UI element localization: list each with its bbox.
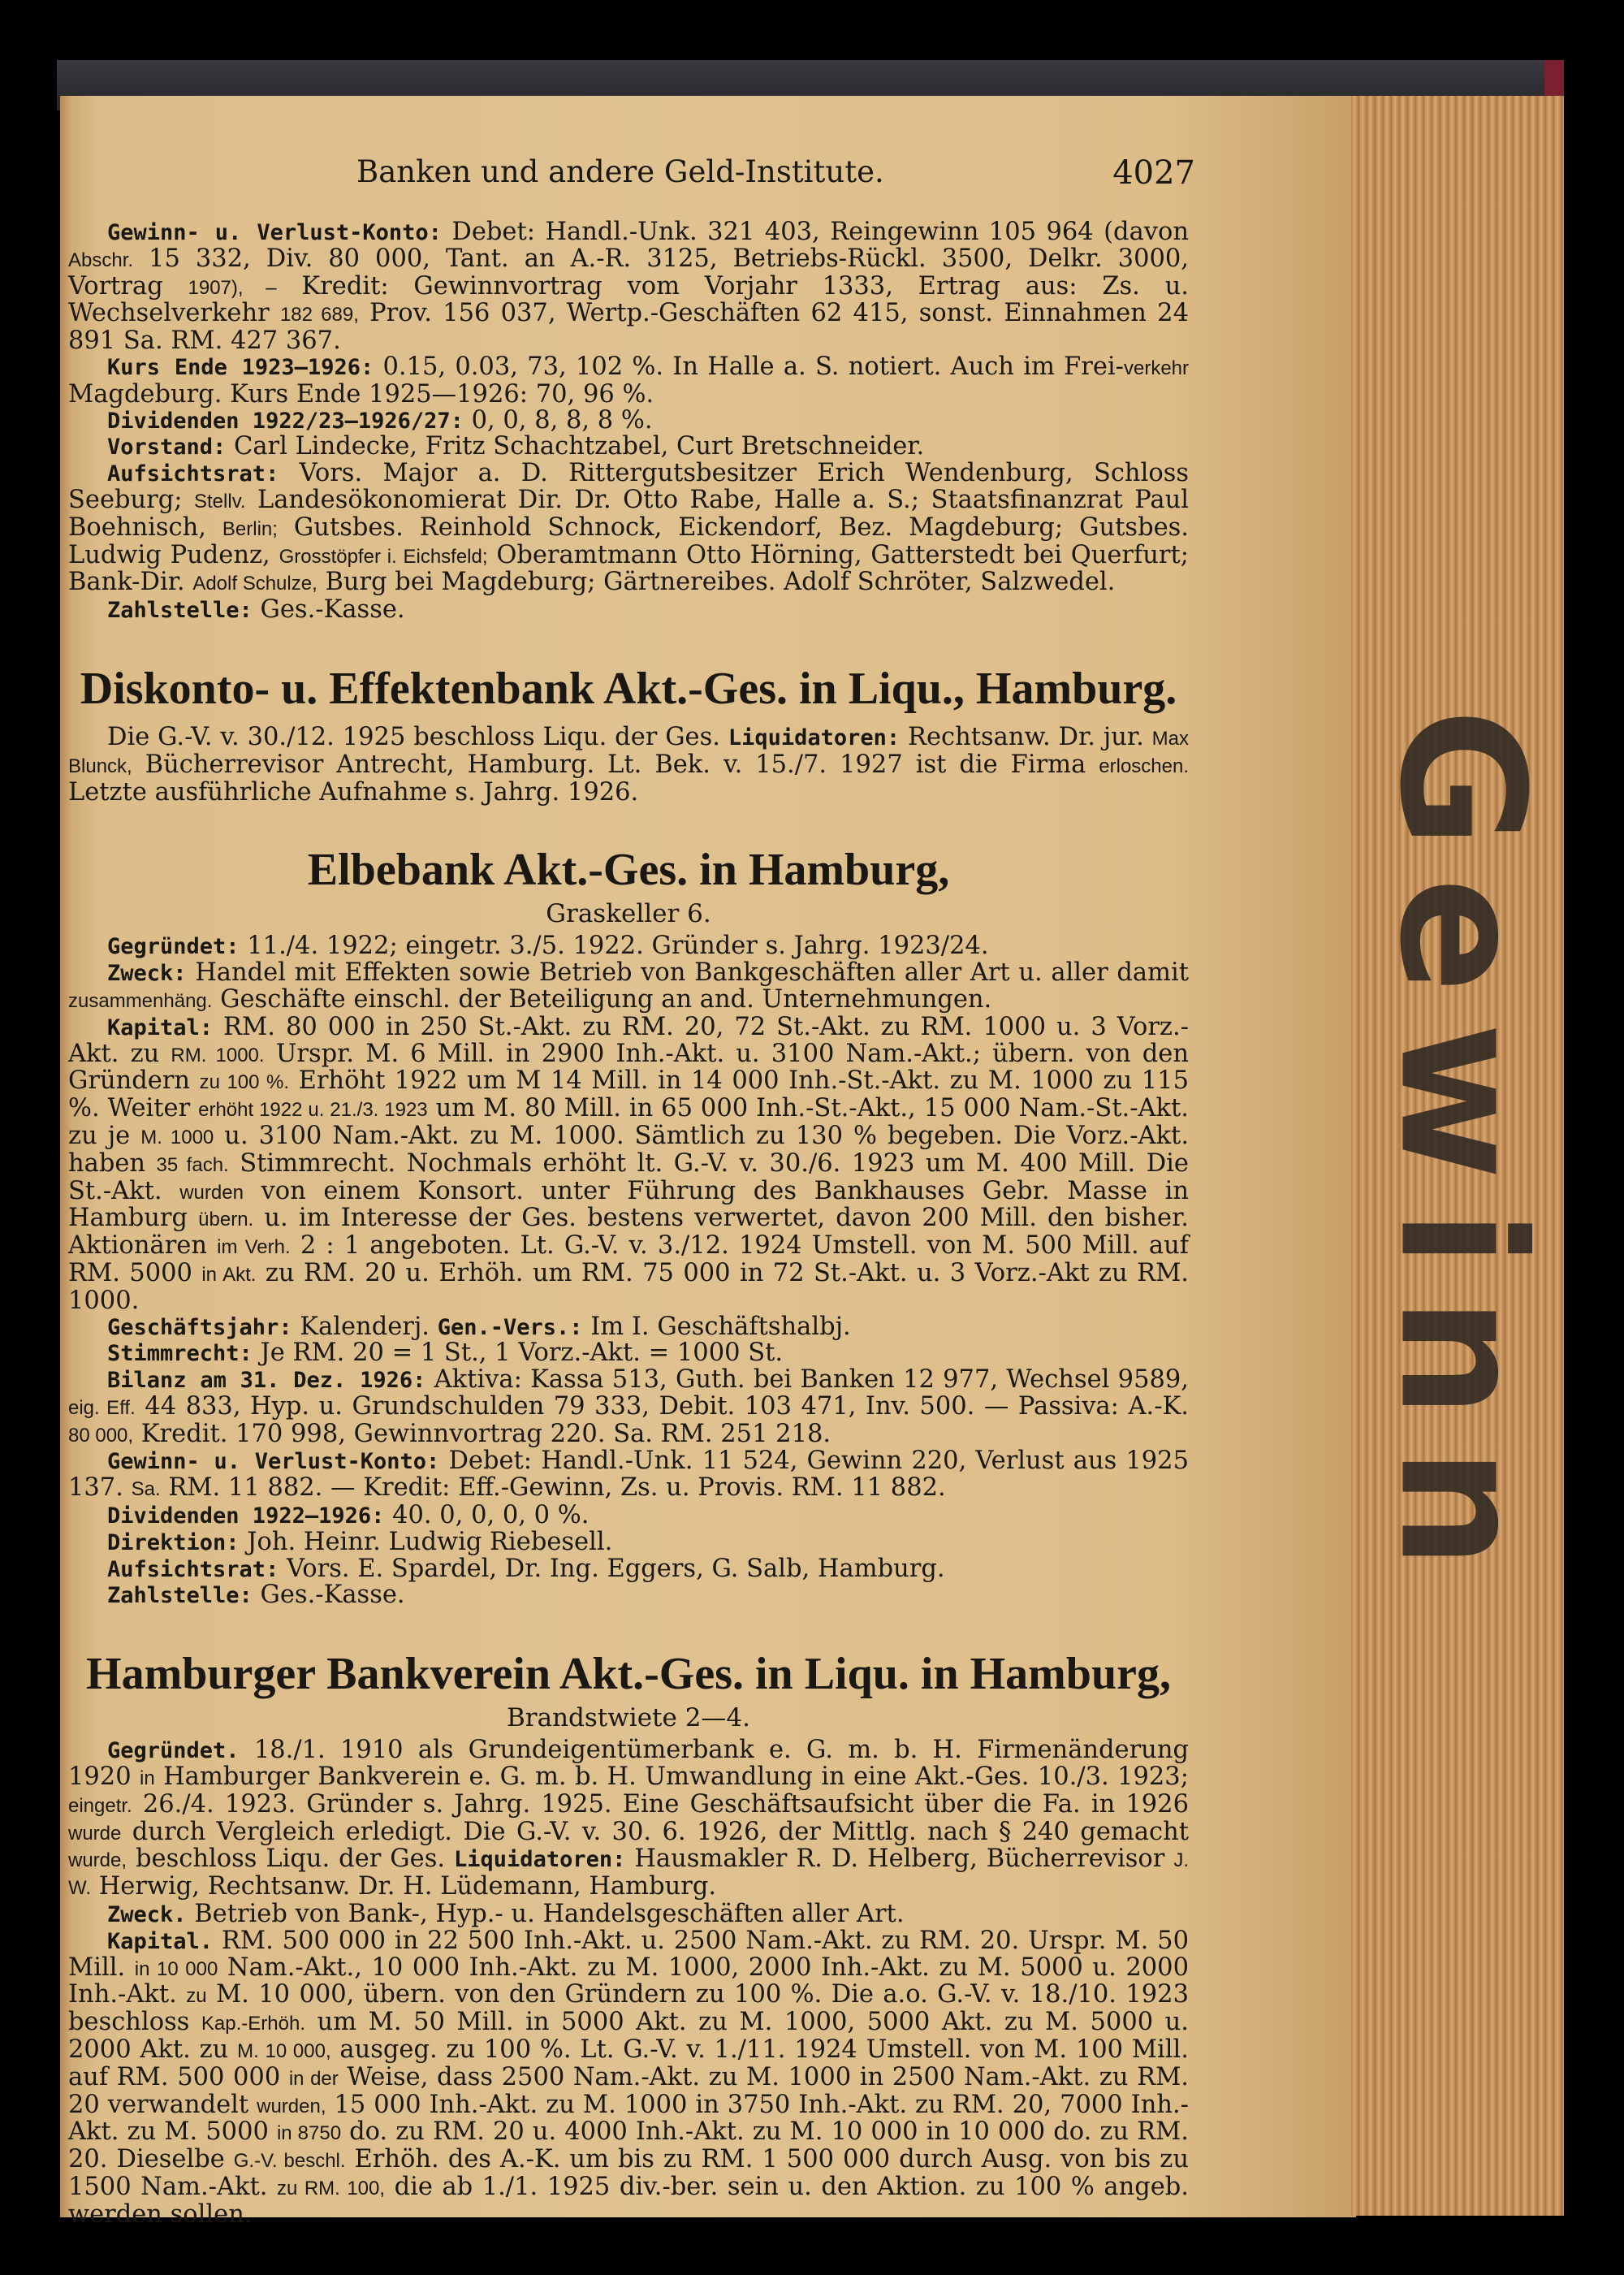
text: Betrieb von Bank-, Hyp.- u. Handelsgeschäften aller Art.: [186, 1900, 905, 1929]
label: Liquidatoren:: [454, 1847, 626, 1873]
entry-dividenden-elbe: [68, 1503, 1189, 1529]
margin-word: M. 10 000,: [237, 2040, 331, 2063]
running-header: [356, 154, 1195, 192]
margin-word: zu: [186, 1985, 207, 2008]
margin-word: zusammenhäng.: [68, 989, 213, 1012]
firm-title-diskonto: Diskonto- u. Effektenbank Akt.-Ges. in Liqu., Hamburg.: [80, 663, 1177, 714]
text: Magdeburg. Kurs Ende 1925—1926: 70, 96 %.: [68, 379, 654, 409]
entry-aufsichtsrat-elbe: [68, 1556, 1189, 1583]
label: Gegründet:: [107, 934, 240, 960]
margin-word: zu RM. 100,: [276, 2178, 386, 2200]
text: 0.15, 0.03, 73, 102 %. In Halle a. S. notiert. Auch im Frei-: [374, 352, 1124, 381]
margin-word: erhöht 1922 u. 21./3. 1923: [198, 1099, 428, 1122]
entry-gewinn-elbe: [68, 1448, 1189, 1503]
margin-word: zu 100 %.: [199, 1071, 290, 1094]
label: Geschäftsjahr:: [107, 1314, 292, 1340]
text: um M. 80 Mill. in 65 000 Inh.-St.-Akt., 15 000 Nam.-St.-Akt. zu je: [68, 1094, 1189, 1150]
text: Rechtsanw. Dr. jur.: [900, 722, 1152, 751]
text: Handel mit Effekten sowie Betrieb von Bankgeschäften aller Art u. aller damit: [186, 958, 1189, 988]
text: u. im Interesse der Ges. bestens verwertet, davon 200 Mill. den bisher. Aktionären: [68, 1204, 1189, 1261]
label: Dividenden 1922/23—1926/27:: [107, 408, 464, 434]
margin-word: Adolf Schulze,: [192, 573, 317, 595]
page-number: 4027: [1112, 154, 1195, 192]
text: M. 10 000, übern. von den Gründern zu 100 %. Die a.o. G.-V. v. 18./10. 1923 beschloss: [68, 1980, 1189, 2037]
text: 40. 0, 0, 0, 0 %.: [384, 1501, 590, 1530]
margin-word: in 8750: [276, 2122, 342, 2145]
margin-word: wurde,: [68, 1849, 127, 1872]
margin-word: erloschen.: [1099, 755, 1189, 777]
label: Vorstand:: [107, 435, 227, 461]
text: RM. 500 000 in 22 500 Inh.-Akt. u. 2500 Nam.-Akt. zu RM. 20. Urspr. M. 50 Mill.: [68, 1926, 1189, 1982]
margin-word: übern.: [198, 1209, 254, 1231]
text: Carl Lindecke, Fritz Schachtzabel, Curt Bretschneider.: [226, 432, 925, 461]
margin-word: Kap.-Erhöh.: [201, 2013, 305, 2035]
text: Aktiva: Kassa 513, Guth. bei Banken 12 977, Wechsel 9589,: [425, 1365, 1189, 1395]
margin-word: wurden,: [257, 2095, 326, 2117]
label: Liquidatoren:: [728, 724, 901, 750]
margin-word: eingetr.: [68, 1794, 132, 1817]
margin-word: M. 1000: [140, 1126, 214, 1148]
margin-word: 80 000,: [68, 1424, 134, 1447]
text: um M. 50 Mill. in 5000 Akt. zu M. 1000, 5000 Akt. zu M. 5000 u. 2000 Akt. zu: [68, 2008, 1189, 2065]
text: Kalenderj.: [292, 1312, 438, 1341]
text: Kredit: Gewinnvortrag vom Vorjahr 1333, Ertrag aus: Zs. u. Wechselverkehr: [68, 271, 1189, 328]
text: Debet: Handl.-Unk. 321 403, Reingewinn 105 964 (davon: [441, 218, 1189, 246]
label: Zahlstelle:: [107, 1583, 253, 1609]
label: Kapital.: [107, 1928, 214, 1954]
margin-word: Berlin;: [222, 517, 278, 540]
text: 11./4. 1922; eingetr. 3./5. 1922. Gründer s. Jahrg. 1923/24.: [239, 932, 989, 961]
entry-bilanz: [68, 1367, 1189, 1448]
text: Joh. Heinr. Ludwig Riebesell.: [239, 1527, 613, 1556]
entry-zweck: [68, 960, 1189, 1014]
entry-zahlstelle-elbe: [68, 1582, 1189, 1609]
entry-gegruendet-hb: [68, 1737, 1189, 1901]
entry-geschaeftsjahr: [68, 1314, 1189, 1341]
margin-word: 35 fach.: [156, 1153, 229, 1176]
label: Kapital:: [107, 1014, 214, 1040]
entry-zahlstelle: [68, 597, 1189, 624]
margin-word: in Akt.: [201, 1263, 257, 1286]
label: Stimmrecht:: [107, 1341, 253, 1367]
margin-word: in: [140, 1767, 155, 1790]
entry-gegruendet: [68, 933, 1189, 960]
text: Je RM. 20 = 1 St., 1 Vorz.-Akt. = 1000 St.: [252, 1339, 784, 1368]
entry-kapital-hb: [68, 1928, 1189, 2228]
entry-direktion: [68, 1529, 1189, 1556]
margin-word: Grosstöpfer i. Eichsfeld;: [279, 545, 488, 568]
firm-address: Graskeller 6.: [546, 899, 711, 929]
text: 0, 0, 8, 8, 8 %.: [463, 405, 653, 435]
section-gap: [68, 1609, 1189, 1648]
label: Gegründet.: [107, 1738, 240, 1764]
text: Geschäfte einschl. der Beteiligung an and. Unternehmungen.: [212, 984, 992, 1014]
label: Gewinn- u. Verlust-Konto:: [107, 220, 442, 245]
text: Letzte ausführliche Aufnahme s. Jahrg. 1926.: [68, 777, 639, 807]
text: Debet: Handl.-Unk. 11 524, Gewinn 220, Verlust aus 1925 137.: [68, 1447, 1189, 1503]
entry-kapital: [68, 1014, 1189, 1314]
margin-word: wurde: [68, 1822, 122, 1845]
margin-word: im Verh.: [217, 1236, 291, 1259]
text: 44 833, Hyp. u. Grundschulden 79 333, Debit. 103 471, Inv. 500. — Passiva: A.-K.: [135, 1391, 1189, 1421]
entry-stimmrecht: [68, 1340, 1189, 1367]
text: Erhöh. des A.-K. um bis zu RM. 1 500 000 durch Ausg. von bis zu 1500 Nam.-Akt.: [68, 2145, 1189, 2202]
text: ausgeg. zu 100 %. Lt. G.-V. v. 1./11. 1924 Umstell. von M. 100 Mill. auf RM. 500 000: [68, 2035, 1189, 2091]
margin-word: in 10 000: [134, 1957, 218, 1980]
text: Prov. 156 037, Wertp.-Geschäften 62 415, sonst. Einnahmen 24 891 Sa. RM. 427 367.: [68, 299, 1189, 356]
running-title: Banken und andere Geld-Institute.: [356, 154, 884, 189]
margin-word: G.-V. beschl.: [233, 2150, 346, 2173]
text: beschloss Liqu. der Ges.: [127, 1845, 455, 1874]
label: Zahlstelle:: [107, 598, 253, 624]
text: Gutsbes. Reinhold Schnock, Eickendorf, Bez. Magdeburg; Gutsbes. Ludwig Pudenz,: [68, 513, 1189, 569]
text: Kredit. 170 998, Gewinnvortrag 220. Sa. RM. 251 218.: [133, 1419, 831, 1448]
margin-word: Abschr.: [68, 249, 134, 271]
text: 18./1. 1910 als Grundeigentümerbank e. G. m. b. H. Firmenänderung 1920: [68, 1736, 1189, 1792]
section-gap: [68, 624, 1189, 663]
firm-title-elbebank: Elbebank Akt.-Ges. in Hamburg,: [307, 845, 950, 896]
text: u. 3100 Nam.-Akt. zu M. 1000. Sämtlich zu 130 % begeben. Die Vorz.-Akt. haben: [68, 1121, 1190, 1178]
text: von einem Konsort. unter Führung des Bankhauses Gebr. Masse in Hamburg: [68, 1176, 1189, 1233]
label: Kurs Ende 1923—1926:: [107, 354, 374, 380]
margin-word: verkehr: [1123, 357, 1190, 379]
label: Zweck:: [107, 961, 187, 987]
text: Ges.-Kasse.: [252, 595, 405, 625]
text: Vors. E. Spardel, Dr. Ing. Eggers, G. Salb, Hamburg.: [279, 1554, 945, 1583]
margin-word: 182 689,: [279, 304, 359, 327]
text: RM. 11 882. — Kredit: Eff.-Gewinn, Zs. u. Provis. RM. 11 882.: [160, 1473, 946, 1503]
margin-word: Max Blunck,: [68, 727, 1189, 777]
text: Bücherrevisor Antrecht, Hamburg. Lt. Bek. v. 15./7. 1927 ist die Firma: [132, 750, 1099, 779]
label: Dividenden 1922—1926:: [107, 1503, 385, 1529]
text: Stimmrecht. Nochmals erhöht lt. G.-V. v. 30./6. 1923 um M. 400 Mill. Die St.-Akt.: [68, 1148, 1189, 1205]
firm-title-hamburger: Hamburger Bankverein Akt.-Ges. in Liqu. in Hamburg,: [86, 1649, 1171, 1700]
text: die ab 1./1. 1925 div.-ber. sein u. den Aktion. zu 100 % angeb. werden sollen.: [68, 2173, 1190, 2229]
text: Weise, dass 2500 Nam.-Akt. zu M. 1000 in 2500 Nam.-Akt. zu RM. 20 verwandelt: [68, 2062, 1189, 2119]
label: Bilanz am 31. Dez. 1926:: [107, 1368, 426, 1394]
label: Gewinn- u. Verlust-Konto:: [107, 1449, 440, 1475]
entry-zweck-hb: [68, 1901, 1189, 1928]
text: RM. 80 000 in 250 St.-Akt. zu RM. 20, 72 St.-Akt. zu RM. 1000 u. 3 Vorz.-Akt. zu: [68, 1012, 1189, 1068]
entry-kurs: [68, 354, 1189, 408]
text: Burg bei Magdeburg; Gärtnereibes. Adolf Schröter, Salzwedel.: [317, 568, 1116, 597]
entry-dividenden: [68, 405, 1189, 435]
text: 26./4. 1923. Gründer s. Jahrg. 1925. Eine Geschäftsaufsicht über die Fa. in 1926: [132, 1789, 1189, 1819]
text: zu RM. 20 u. Erhöh. um RM. 75 000 in 72 St.-Akt. u. 3 Vorz.-Akt zu RM. 1000.: [68, 1258, 1190, 1315]
text: durch Vergleich erledigt. Die G.-V. v. 30. 6. 1926, der Mittlg. nach § 240 gemacht: [121, 1817, 1189, 1846]
firm-address: Brandstwiete 2—4.: [506, 1703, 750, 1733]
text: Vors. Major a. D. Rittergutsbesitzer Erich Wendenburg, Schloss Seeburg;: [68, 459, 1189, 514]
text: Ges.-Kasse.: [252, 1581, 405, 1610]
text: 2 : 1 angeboten. Lt. G.-V. v. 3./12. 1924 Umstell. von M. 500 Mill. auf RM. 5000: [68, 1231, 1189, 1287]
label: Gen.-Vers.:: [437, 1314, 583, 1340]
edge-stamp-text: Gewinn: [1362, 708, 1561, 1598]
edge-stamp: [1362, 130, 1561, 2177]
margin-word: 1907), –: [188, 276, 277, 299]
text: 15 000 Inh.-Akt. zu M. 1000 in 3750 Inh.-Akt. zu RM. 20, 7000 Inh.-Akt. zu M. 5000: [68, 2090, 1189, 2147]
label: Aufsichtsrat:: [107, 461, 279, 487]
text: do. zu RM. 20 u. 4000 Inh.-Akt. zu M. 10 000 in 10 000 do. zu RM. 20. Dieselbe: [68, 2117, 1189, 2174]
text: Urspr. M. 6 Mill. in 2900 Inh.-Akt. u. 3100 Nam.-Akt.; übern. von den Gründern: [68, 1039, 1189, 1096]
margin-word: RM. 1000.: [171, 1044, 265, 1066]
text: Hamburger Bankverein e. G. m. b. H. Umwandlung in eine Akt.-Ges. 10./3. 1923;: [154, 1762, 1189, 1792]
margin-word: J. W.: [68, 1849, 1189, 1900]
margin-word: wurden: [179, 1181, 244, 1204]
entry-vorstand: [68, 434, 1189, 461]
text: Die G.-V. v. 30./12. 1925 beschloss Liqu. der Ges.: [107, 722, 728, 751]
text: Nam.-Akt., 10 000 Inh.-Akt. zu M. 1000, 2000 Inh.-Akt. zu M. 5000 u. 2000 Inh.-Akt.: [68, 1953, 1189, 2009]
page-content: [68, 154, 1195, 2229]
text: Landesökonomierat Dir. Dr. Otto Rabe, Halle a. S.; Staatsfinanzrat Paul Boehnisch,: [68, 485, 1189, 542]
margin-word: Stellv.: [194, 490, 246, 513]
text: Oberamtmann Otto Hörning, Gatterstedt bei Querfurt; Bank-Dir.: [68, 540, 1190, 597]
entry-gewinn: [68, 219, 1189, 354]
margin-word: eig. Eff.: [68, 1396, 136, 1419]
entry-aufsichtsrat: [68, 461, 1189, 597]
text: Erhöht 1922 um M 14 Mill. in 14 000 Inh.-St.-Akt. zu M. 1000 zu 115 %. Weiter: [68, 1066, 1189, 1123]
text: Hausmakler R. D. Helberg, Bücherrevisor: [625, 1845, 1174, 1874]
label: Aufsichtsrat:: [107, 1556, 279, 1582]
margin-word: in der: [288, 2067, 339, 2090]
section-gap: [68, 805, 1189, 844]
text: 15 332, Div. 80 000, Tant. an A.-R. 3125, Betriebs-Rückl. 3500, Delkr. 3000, Vortrag: [68, 244, 1189, 301]
margin-word: Sa.: [131, 1478, 161, 1501]
entry-diskonto: [68, 724, 1189, 805]
label: Direktion:: [107, 1529, 240, 1555]
text: Im I. Geschäftshalbj.: [582, 1312, 851, 1341]
label: Zweck.: [107, 1902, 187, 1928]
text: Herwig, Rechtsanw. Dr. H. Lüdemann, Hamburg.: [91, 1872, 717, 1901]
